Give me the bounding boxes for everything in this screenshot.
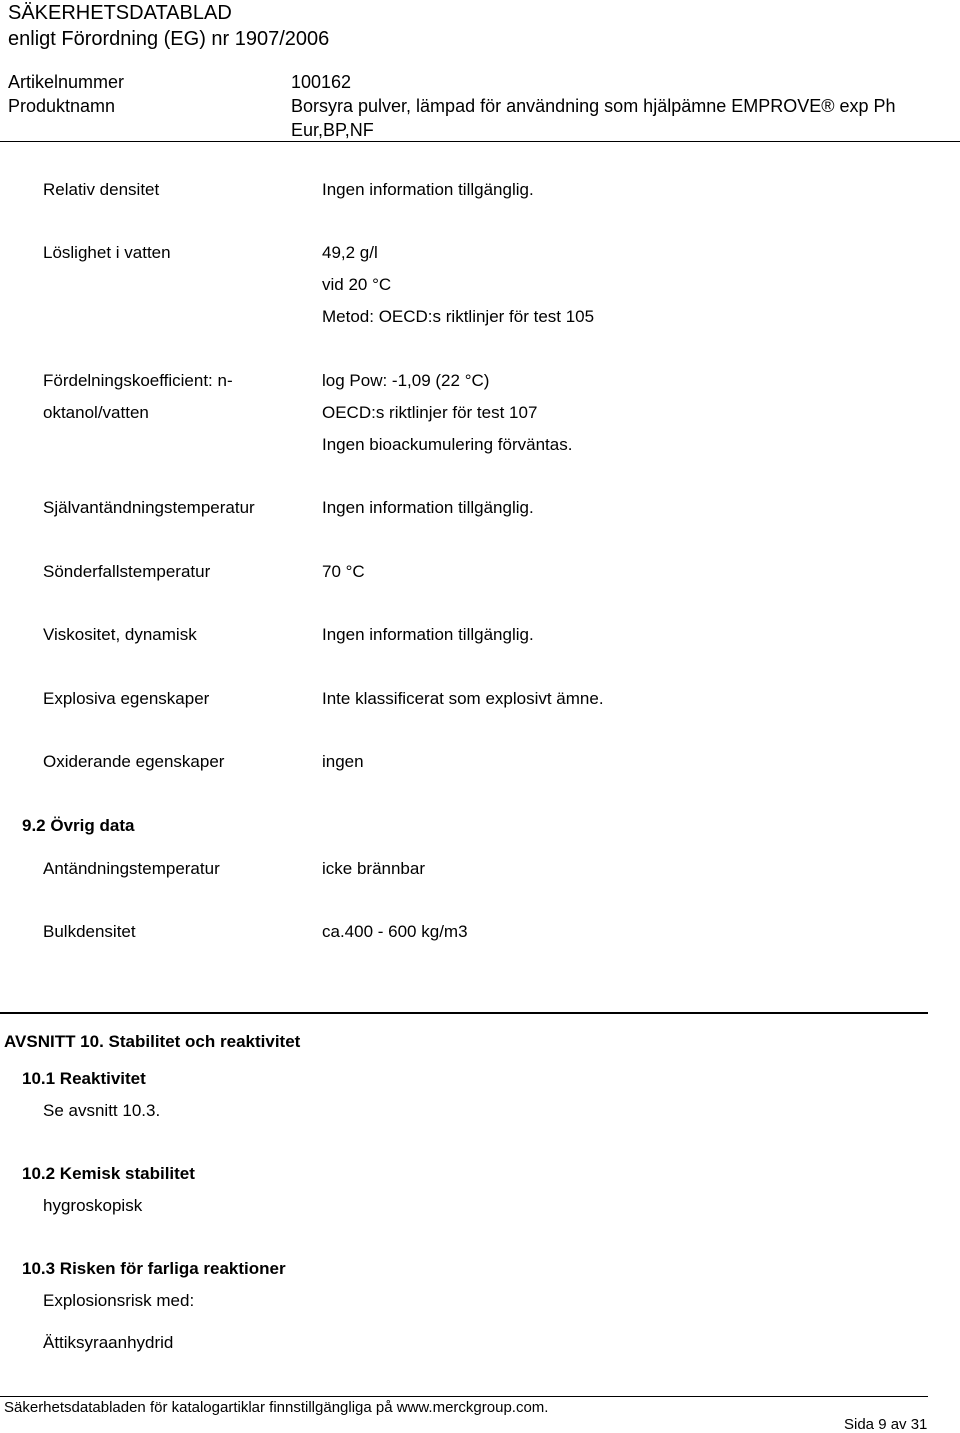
property-value-relative-density: Ingen information tillgänglig.	[322, 180, 534, 199]
product-name-label: Produktnamn	[8, 96, 116, 116]
property-value-water-solubility-temperature: vid 20 °C	[322, 275, 392, 294]
property-label-ignition: Antändningstemperatur	[43, 859, 220, 878]
property-label-explosive: Explosiva egenskaper	[43, 689, 210, 708]
reactivity-text: Se avsnitt 10.3.	[43, 1101, 161, 1120]
property-value-ignition: icke brännbar	[322, 859, 426, 878]
property-value-decomposition: 70 °C	[322, 562, 365, 581]
regulation-reference: enligt Förordning (EG) nr 1907/2006	[8, 28, 330, 50]
property-value-log-pow: log Pow: -1,09 (22 °C)	[322, 371, 490, 390]
property-value-bulk-density: ca.400 - 600 kg/m3	[322, 922, 468, 941]
property-value-explosive: Inte klassificerat som explosivt ämne.	[322, 689, 604, 708]
subsection-heading-other-data: 9.2 Övrig data	[22, 816, 135, 835]
product-name-value: Borsyra pulver, lämpad för användning som hjälpämne EMPROVE® exp Ph	[291, 96, 896, 116]
property-label-autoignition: Självantändningstemperatur	[43, 498, 255, 517]
footer-note: Säkerhetsdatabladen för katalogartiklar finnstillgängliga på www.merckgroup.com.	[4, 1399, 549, 1416]
property-label-partition-coefficient: Fördelningskoefficient: n-	[43, 371, 233, 390]
property-label-oxidizing: Oxiderande egenskaper	[43, 752, 225, 771]
section-heading: AVSNITT 10. Stabilitet och reaktivitet	[4, 1032, 301, 1051]
property-label-bulk-density: Bulkdensitet	[43, 922, 136, 941]
property-value-bioaccumulation: Ingen bioackumulering förväntas.	[322, 435, 573, 454]
product-name-value-continued: Eur,BP,NF	[291, 120, 374, 140]
stability-text: hygroskopisk	[43, 1196, 143, 1215]
property-value-viscosity: Ingen information tillgänglig.	[322, 625, 534, 644]
document-title: SÄKERHETSDATABLAD	[8, 2, 232, 24]
property-label-water-solubility: Löslighet i vatten	[43, 243, 171, 262]
hazardous-reactions-item: Ättiksyraanhydrid	[43, 1333, 174, 1352]
footer-divider	[0, 1396, 928, 1397]
property-value-autoignition: Ingen information tillgänglig.	[322, 498, 534, 517]
subsection-heading-reactivity: 10.1 Reaktivitet	[22, 1069, 146, 1088]
header-divider	[0, 141, 960, 142]
section-divider	[0, 1012, 928, 1014]
property-label-partition-coefficient-continued: oktanol/vatten	[43, 403, 149, 422]
article-number-label: Artikelnummer	[8, 72, 125, 92]
property-label-viscosity: Viskositet, dynamisk	[43, 625, 197, 644]
property-value-water-solubility-method: Metod: OECD:s riktlinjer för test 105	[322, 307, 595, 326]
hazardous-reactions-text: Explosionsrisk med:	[43, 1291, 195, 1310]
property-value-partition-method: OECD:s riktlinjer för test 107	[322, 403, 538, 422]
subsection-heading-hazardous-reactions: 10.3 Risken för farliga reaktioner	[22, 1259, 286, 1278]
article-number-value: 100162	[291, 72, 352, 92]
property-value-oxidizing: ingen	[322, 752, 364, 771]
property-label-relative-density: Relativ densitet	[43, 180, 160, 199]
page-number: Sida 9 av 31	[844, 1416, 928, 1433]
property-label-decomposition: Sönderfallstemperatur	[43, 562, 211, 581]
property-value-water-solubility: 49,2 g/l	[322, 243, 378, 262]
subsection-heading-stability: 10.2 Kemisk stabilitet	[22, 1164, 195, 1183]
